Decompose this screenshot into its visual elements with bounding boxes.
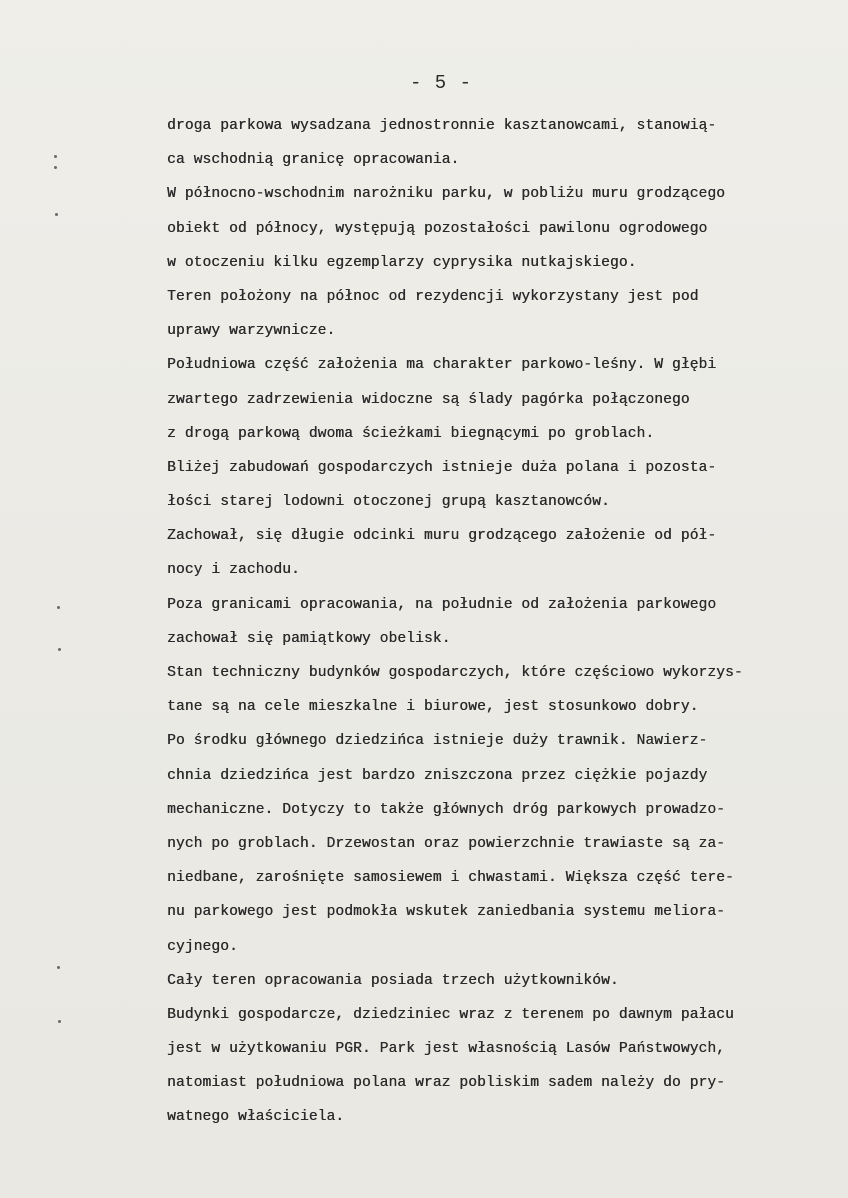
text-line: obiekt od północy, występują pozostałości pawilonu ogrodowego: [167, 220, 708, 237]
text-line: niedbane, zarośnięte samosiewem i chwastami. Większa część tere-: [167, 870, 734, 887]
text-line: watnego właściciela.: [167, 1109, 345, 1126]
text-line: ca wschodnią granicę opracowania.: [167, 152, 460, 169]
text-line: z drogą parkową dwoma ścieżkami biegnącymi po groblach.: [167, 425, 655, 442]
text-line: łości starej lodowni otoczonej grupą kasztanowców.: [167, 494, 610, 511]
page-number: - 5 -: [410, 72, 473, 94]
text-line: cyjnego.: [167, 938, 238, 955]
text-line: Stan techniczny budynków gospodarczych, które częściowo wykorzys-: [167, 665, 743, 681]
margin-speck: [54, 166, 57, 169]
text-line: Poza granicami opracowania, na południe od założenia parkowego: [167, 596, 717, 613]
text-line: nocy i zachodu.: [167, 562, 300, 579]
text-line: W północno-wschodnim narożniku parku, w pobliżu muru grodzącego: [167, 186, 726, 203]
text-line: nych po groblach. Drzewostan oraz powierzchnie trawiaste są za-: [167, 835, 726, 852]
typed-text-body: [167, 117, 847, 1143]
text-line: Cały teren opracowania posiada trzech użytkowników.: [167, 972, 619, 989]
margin-speck: [55, 213, 58, 216]
margin-speck: [58, 1020, 61, 1023]
text-line: Zachował, się długie odcinki muru grodzącego założenie od pół-: [167, 528, 717, 545]
text-line: Budynki gospodarcze, dziedziniec wraz z terenem po dawnym pałacu: [167, 1006, 734, 1023]
text-line: jest w użytkowaniu PGR. Park jest własnością Lasów Państwowych,: [167, 1041, 726, 1058]
text-line: Po środku głównego dziedzińca istnieje duży trawnik. Nawierz-: [167, 733, 708, 750]
text-line: tane są na cele mieszkalne i biurowe, jest stosunkowo dobry.: [167, 699, 699, 716]
text-line: nu parkowego jest podmokła wskutek zaniedbania systemu meliora-: [167, 904, 726, 921]
text-line: mechaniczne. Dotyczy to także głównych dróg parkowych prowadzo-: [167, 801, 726, 818]
margin-speck: [58, 648, 61, 651]
text-line: uprawy warzywnicze.: [167, 323, 336, 340]
margin-speck: [54, 155, 57, 158]
text-line: Teren położony na północ od rezydencji wykorzystany jest pod: [167, 288, 699, 305]
text-line: droga parkowa wysadzana jednostronnie kasztanowcami, stanowią-: [167, 118, 717, 134]
text-line: zwartego zadrzewienia widoczne są ślady pagórka połączonego: [167, 391, 690, 408]
text-line: Bliżej zabudowań gospodarczych istnieje duża polana i pozosta-: [167, 459, 717, 476]
margin-speck: [57, 606, 60, 609]
text-line: chnia dziedzińca jest bardzo zniszczona przez ciężkie pojazdy: [167, 767, 708, 784]
text-line: zachował się pamiątkowy obelisk.: [167, 630, 451, 647]
text-line: natomiast południowa polana wraz pobliskim sadem należy do pry-: [167, 1075, 726, 1092]
margin-speck: [57, 966, 60, 969]
text-line: w otoczeniu kilku egzemplarzy cyprysika nutkajskiego.: [167, 254, 637, 271]
text-line: Południowa część założenia ma charakter parkowo-leśny. W głębi: [167, 357, 717, 374]
